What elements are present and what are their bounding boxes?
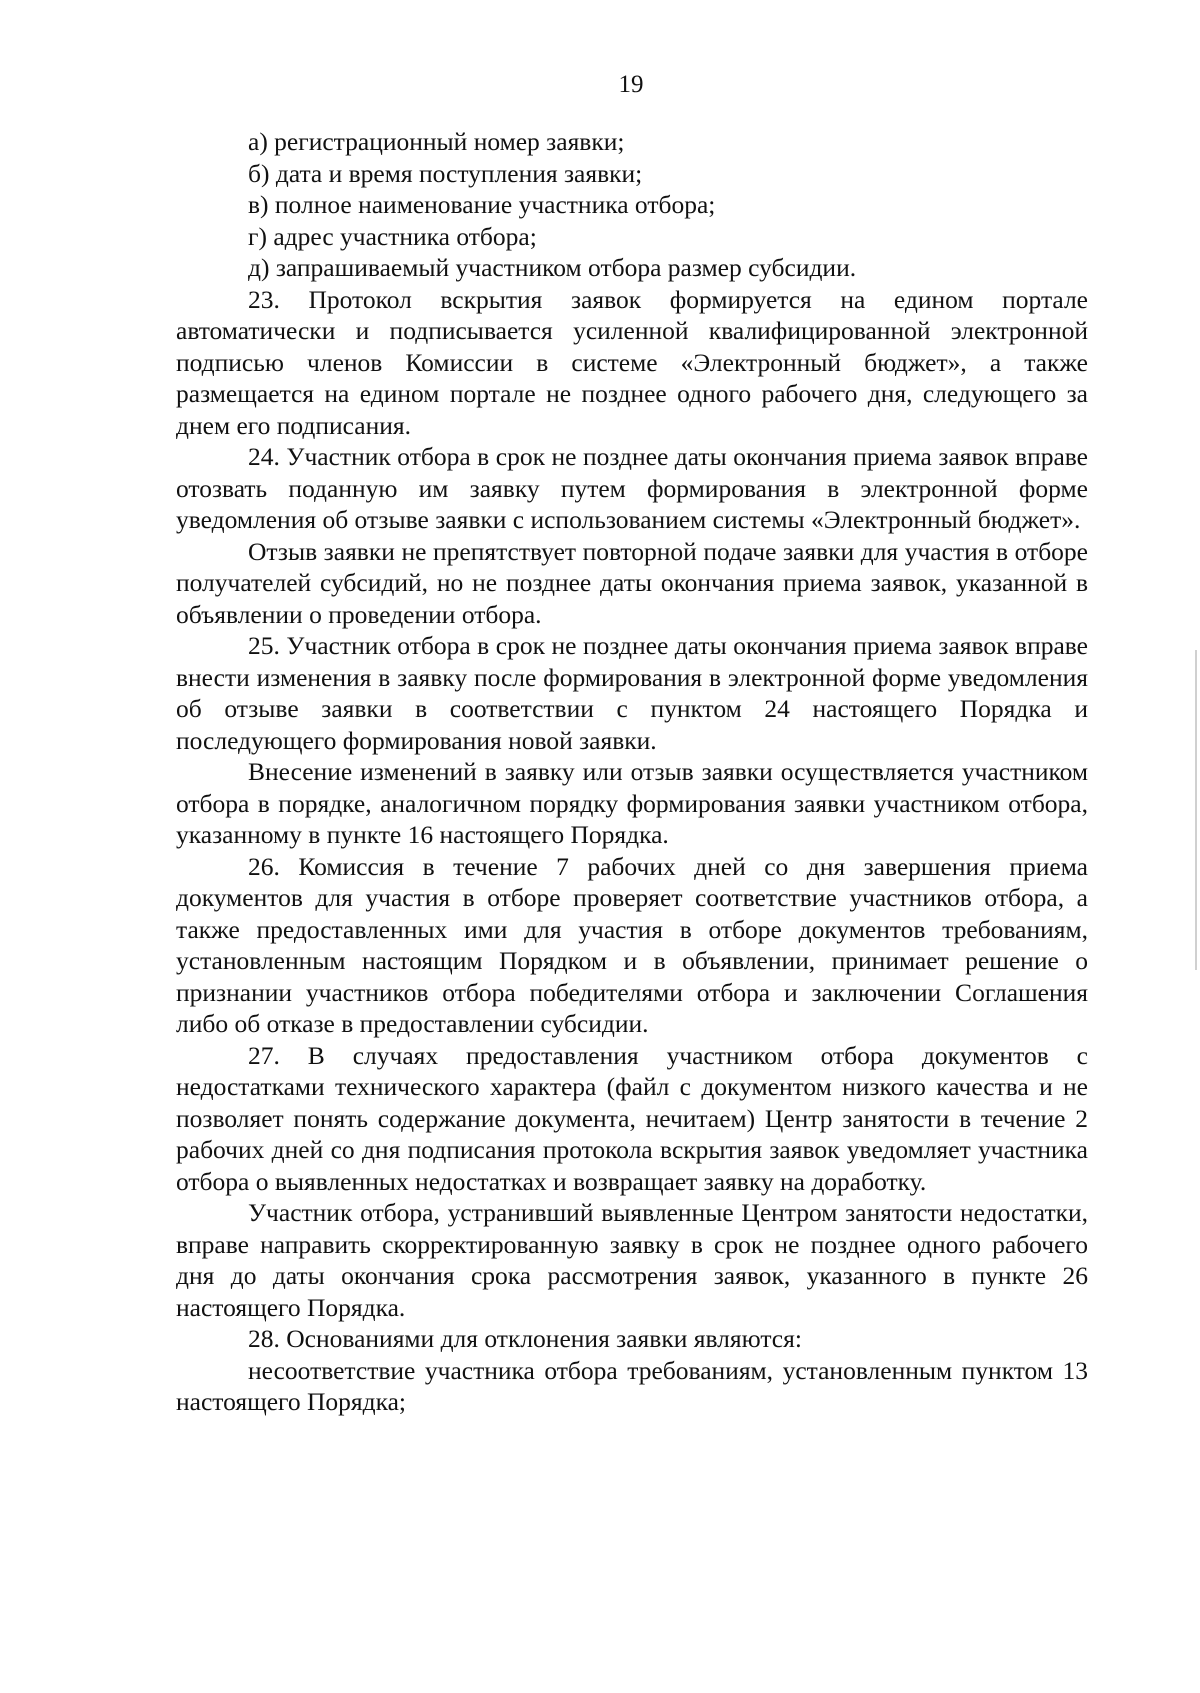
paragraph-24-continuation: Отзыв заявки не препятствует повторной подаче заявки для участия в отборе получателей субсидий, но не позднее даты окончания приема заявок, указанной в объявлении о проведении отбора. xyxy=(176,536,1088,629)
list-item: в) полное наименование участника отбора; xyxy=(248,190,716,219)
document-body xyxy=(176,126,1088,1418)
paragraph-24: 24. Участник отбора в срок не позднее даты окончания приема заявок вправе отозвать поданную им заявку путем формирования в электронной форме уведомления об отзыве заявки с использованием системы «Электронный бюджет». xyxy=(176,442,1088,534)
paragraph-28: 28. Основаниями для отклонения заявки являются: xyxy=(248,1324,802,1353)
list-item: а) регистрационный номер заявки; xyxy=(248,127,625,156)
paragraph-27-continuation: Участник отбора, устранивший выявленные Центром занятости недостатки, вправе направить скорректированную заявку в срок не позднее одного рабочего дня до даты окончания срока рассмотрения заявок, указанного в пункте 26 настоящего Порядка. xyxy=(176,1198,1088,1322)
list-item: д) запрашиваемый участником отбора размер субсидии. xyxy=(248,253,857,282)
paragraph-26: 26. Комиссия в течение 7 рабочих дней со дня завершения приема документов для участия в отборе проверяет соответствие участников отбора, а также предоставленных ими для участия в отборе документов требованиям, установленным настоящим Порядком и в объявлении, принимает решение о признании участников отбора победителями отбора и заключении Соглашения либо об отказе в предоставлении субсидии. xyxy=(176,851,1088,1038)
paragraph-28-first-item: несоответствие участника отбора требованиям, установленным пунктом 13 настоящего Порядка; xyxy=(176,1355,1088,1416)
page-number: 19 xyxy=(618,71,644,98)
paragraph-25-continuation: Внесение изменений в заявку или отзыв заявки осуществляется участником отбора в порядке, аналогичном порядку формирования заявки участником отбора, указанному в пункте 16 настоящего Порядка. xyxy=(176,757,1088,849)
paragraph-25: 25. Участник отбора в срок не позднее даты окончания приема заявок вправе внести изменения в заявку после формирования в электронной форме уведомления об отзыве заявки в соответствии с пунктом 24 настоящего Порядка и последующего формирования новой заявки. xyxy=(176,631,1088,755)
paragraph-23: 23. Протокол вскрытия заявок формируется на едином портале автоматически и подписывается усиленной квалифицированной электронной подписью членов Комиссии в системе «Электронный бюджет», а также размещается на едином портале не позднее одного рабочего дня, следующего за днем его подписания. xyxy=(176,284,1088,440)
scan-edge-mark xyxy=(1195,650,1197,970)
paragraph-27: 27. В случаях предоставления участником отбора документов с недостатками технического характера (файл с документом низкого качества и не позволяет понять содержание документа, нечитаем) Центр занятости в течение 2 рабочих дней со дня подписания протокола вскрытия заявок уведомляет участника отбора о выявленных недостатках и возвращает заявку на доработку. xyxy=(176,1040,1088,1196)
list-item: г) адрес участника отбора; xyxy=(248,221,537,251)
list-item: б) дата и время поступления заявки; xyxy=(248,158,643,188)
